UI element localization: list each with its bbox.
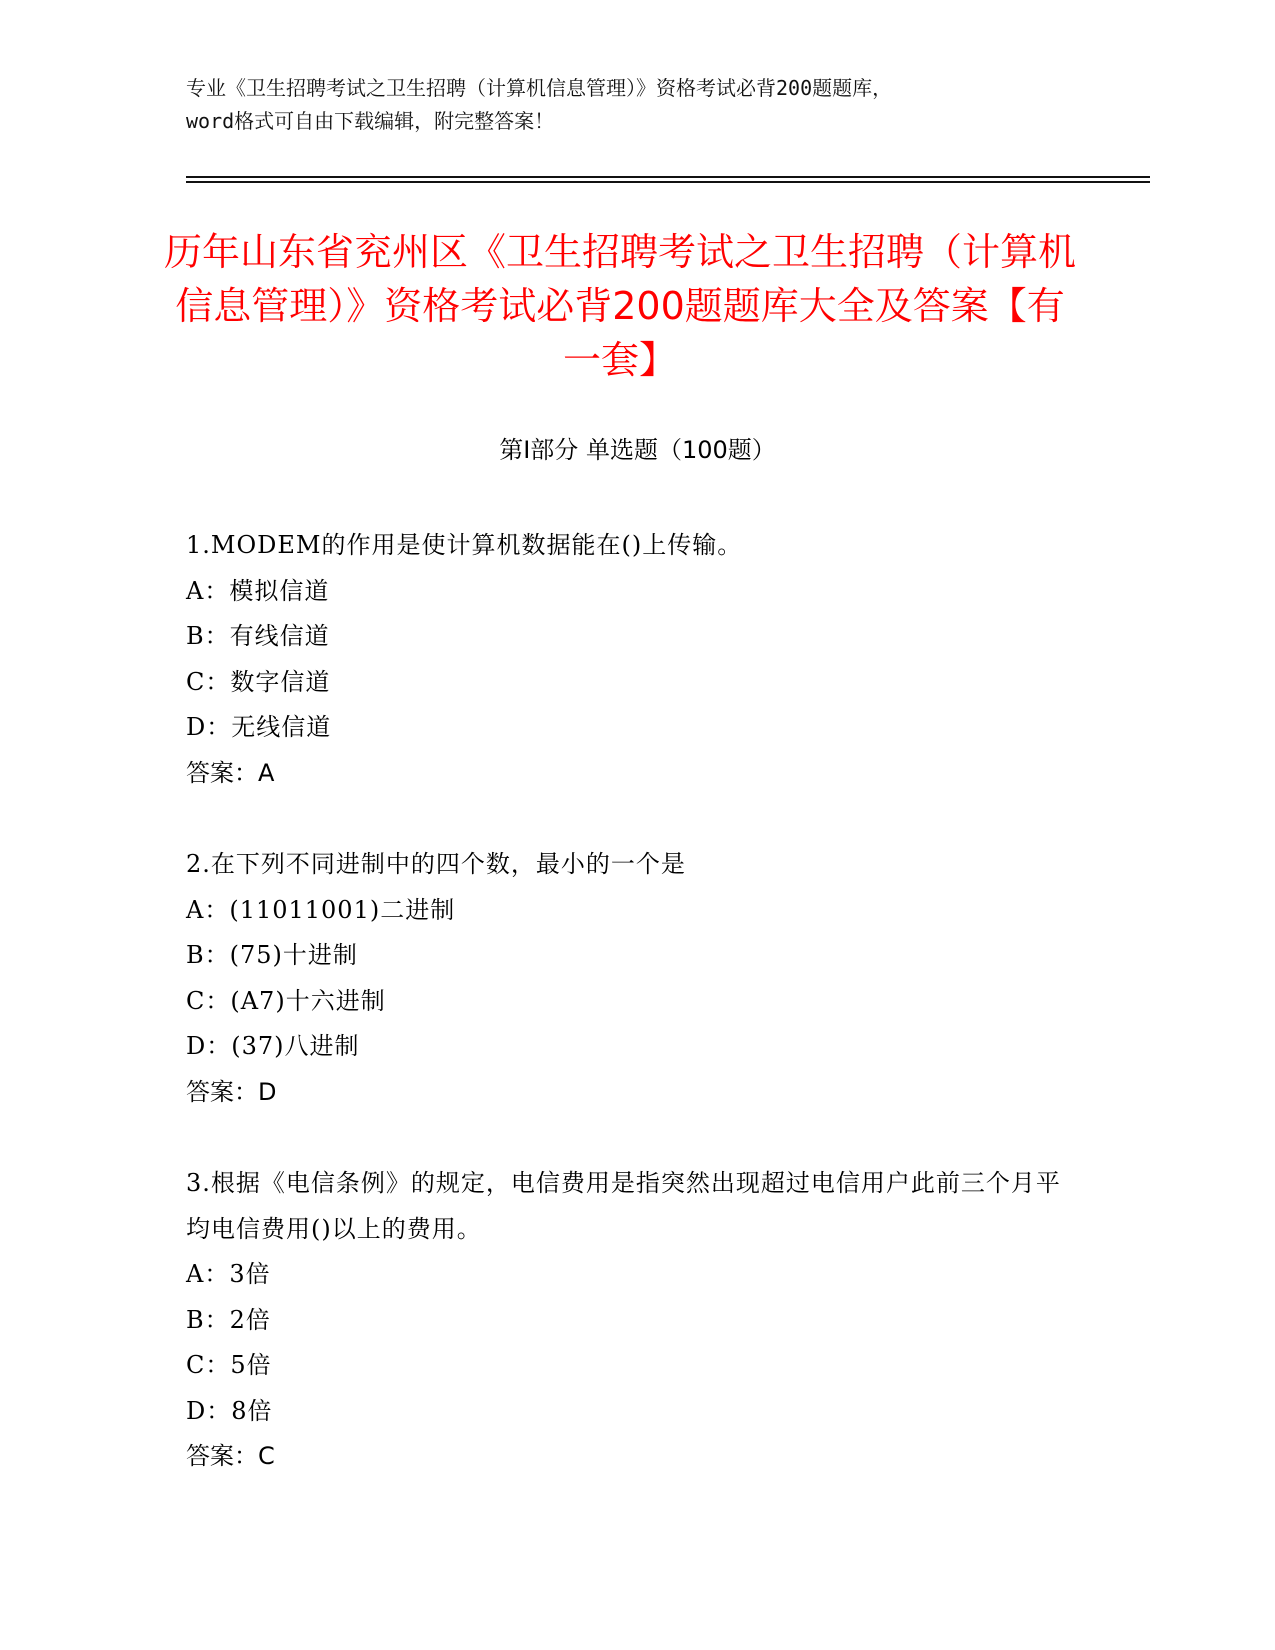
answer-line xyxy=(186,751,1066,797)
question-2 xyxy=(186,842,1066,1115)
answer-line xyxy=(186,1070,1066,1116)
option-a: A：3倍 xyxy=(186,1260,271,1288)
header-note-line-2: word格式可自由下载编辑，附完整答案！ xyxy=(186,109,555,133)
option-c: C：(A7)十六进制 xyxy=(186,986,386,1015)
option-d: D：(37)八进制 xyxy=(186,1032,360,1060)
option-c: C：数字信道 xyxy=(186,667,331,696)
answer-value: D xyxy=(258,1077,277,1106)
header-divider-top xyxy=(186,176,1150,178)
option-b: B：(75)十进制 xyxy=(186,941,358,969)
answer-line xyxy=(186,1434,1066,1480)
answer-label: 答案： xyxy=(186,1442,258,1470)
question-1 xyxy=(186,523,1066,796)
answer-label: 答案： xyxy=(186,758,258,787)
option-b: B：有线信道 xyxy=(186,622,330,650)
header-note-line-1: 专业《卫生招聘考试之卫生招聘（计算机信息管理）》资格考试必背200题题库， xyxy=(186,76,893,100)
section-heading: 第I部分 单选题（100题） xyxy=(499,436,776,464)
option-c: C：5倍 xyxy=(186,1351,272,1379)
answer-value: A xyxy=(258,758,275,787)
question-stem: 3.根据《电信条例》的规定，电信费用是指突然出现超过电信用户此前三个月平均电信费用()以上的费用。 xyxy=(186,1169,1061,1243)
option-a: A：(11011001)二进制 xyxy=(186,895,456,924)
question-stem: 2.在下列不同进制中的四个数，最小的一个是 xyxy=(186,850,686,878)
answer-value: C xyxy=(258,1442,275,1470)
header-note xyxy=(186,72,1086,138)
option-d: D：无线信道 xyxy=(186,713,332,741)
option-b: B：2倍 xyxy=(186,1305,271,1334)
answer-label: 答案： xyxy=(186,1077,258,1106)
question-3 xyxy=(186,1161,1066,1480)
option-d: D：8倍 xyxy=(186,1396,273,1425)
option-a: A：模拟信道 xyxy=(186,576,330,605)
document-title: 历年山东省兖州区《卫生招聘考试之卫生招聘（计算机信息管理）》资格考试必背200题题库大全及答案【有一套】 xyxy=(163,230,1076,382)
header-divider-bottom xyxy=(186,181,1150,183)
question-stem: 1.MODEM的作用是使计算机数据能在()上传输。 xyxy=(186,531,743,559)
